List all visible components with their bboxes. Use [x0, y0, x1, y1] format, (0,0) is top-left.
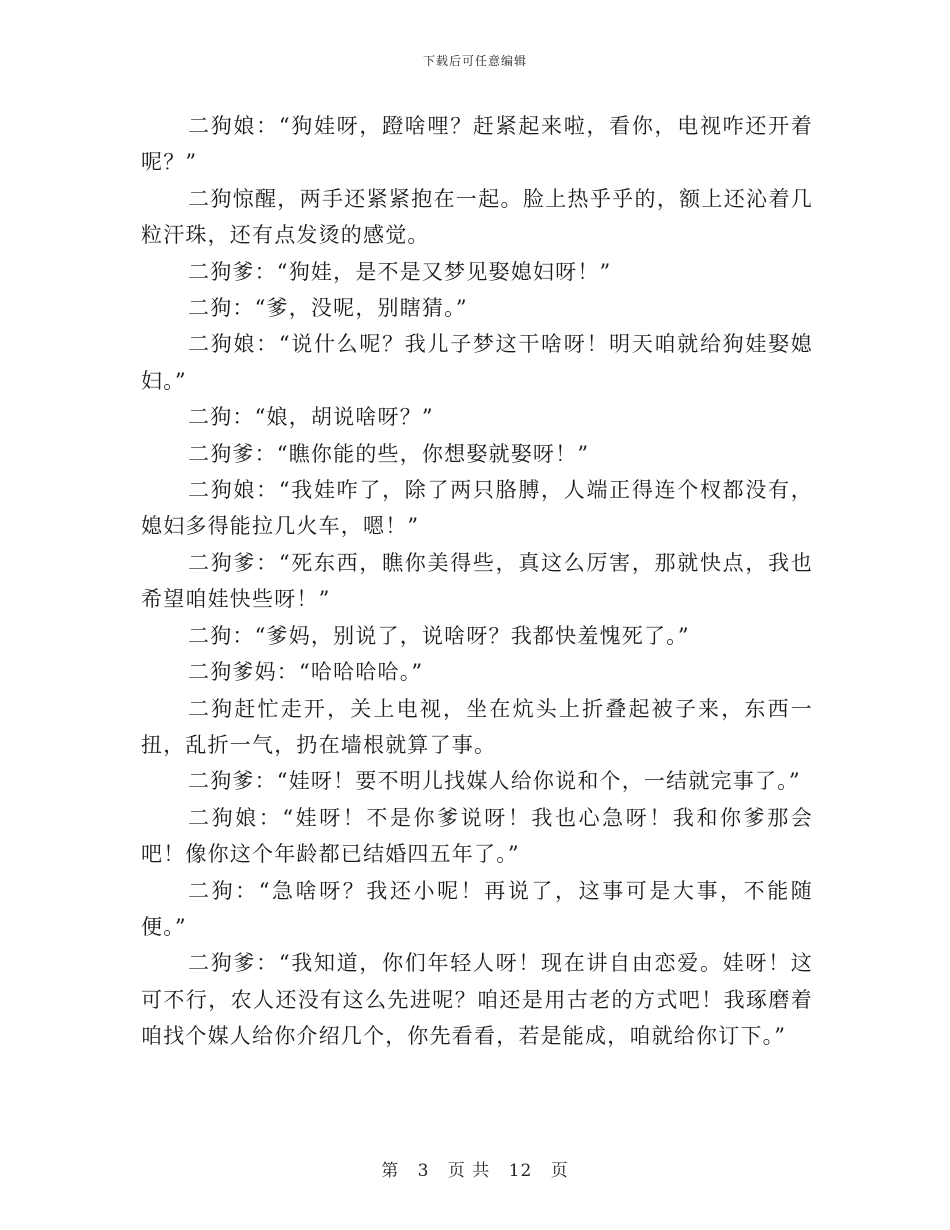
- page-suffix: 页: [550, 1161, 569, 1181]
- page-total: 12: [508, 1161, 533, 1181]
- paragraph: 二狗：“爹妈，别说了，说啥呀？我都快羞愧死了。”: [188, 623, 690, 648]
- paragraph: 二狗爹：“我知道，你们年轻人呀！现在讲自由恋爱。娃呀！这可不行，农人还没有这么先进呢？咱还是用古老的方式吧！我琢磨着咱找个媒人给你介绍几个，你先看看，若是能成，咱就给你订下。”: [141, 951, 813, 1049]
- paragraph: 二狗爹：“死东西，瞧你美得些，真这么厉害，那就快点，我也希望咱娃快些呀！”: [141, 550, 813, 612]
- page-footer: [0, 1156, 950, 1181]
- paragraph: 二狗爹：“瞧你能的些，你想娶就娶呀！”: [188, 441, 590, 466]
- paragraph: 二狗爹妈：“哈哈哈哈。”: [188, 660, 424, 685]
- paragraph: 二狗爹：“狗娃，是不是又梦见娶媳妇呀！”: [188, 259, 612, 284]
- paragraph: 二狗娘：“狗娃呀，蹬啥哩？赶紧起来啦，看你，电视咋还开着呢？”: [141, 114, 813, 175]
- page-header: 下载后可任意编辑: [422, 54, 527, 68]
- document-body: [141, 108, 813, 1055]
- page-prefix: 第: [381, 1161, 400, 1181]
- paragraph: 二狗娘：“我娃咋了，除了两只胳膊，人端正得连个杈都没有，媳妇多得能拉几火车，嗯！”: [141, 478, 813, 539]
- paragraph: 二狗：“急啥呀？我还小呢！再说了，这事可是大事，不能随便。”: [141, 878, 813, 939]
- paragraph: 二狗赶忙走开，关上电视，坐在炕头上折叠起被子来，东西一扭，乱折一气，扔在墙根就算了事。: [141, 696, 813, 757]
- paragraph: 二狗娘：“娃呀！不是你爹说呀！我也心急呀！我和你爹那会吧！像你这个年龄都已结婚四五年了。”: [141, 805, 813, 867]
- paragraph: 二狗：“娘，胡说啥呀？”: [188, 405, 434, 430]
- paragraph: 二狗：“爹，没呢，别瞎猜。”: [188, 296, 468, 321]
- paragraph: 二狗爹：“娃呀！要不明儿找媒人给你说和个，一结就完事了。”: [188, 769, 801, 794]
- page-middle: 页 共: [447, 1161, 491, 1181]
- page-number: 3: [417, 1161, 430, 1181]
- paragraph: 二狗娘：“说什么呢？我儿子梦这干啥呀！明天咱就给狗娃娶媳妇。”: [141, 332, 813, 393]
- paragraph: 二狗惊醒，两手还紧紧抱在一起。脸上热乎乎的，额上还沁着几粒汗珠，还有点发烫的感觉。: [141, 186, 813, 248]
